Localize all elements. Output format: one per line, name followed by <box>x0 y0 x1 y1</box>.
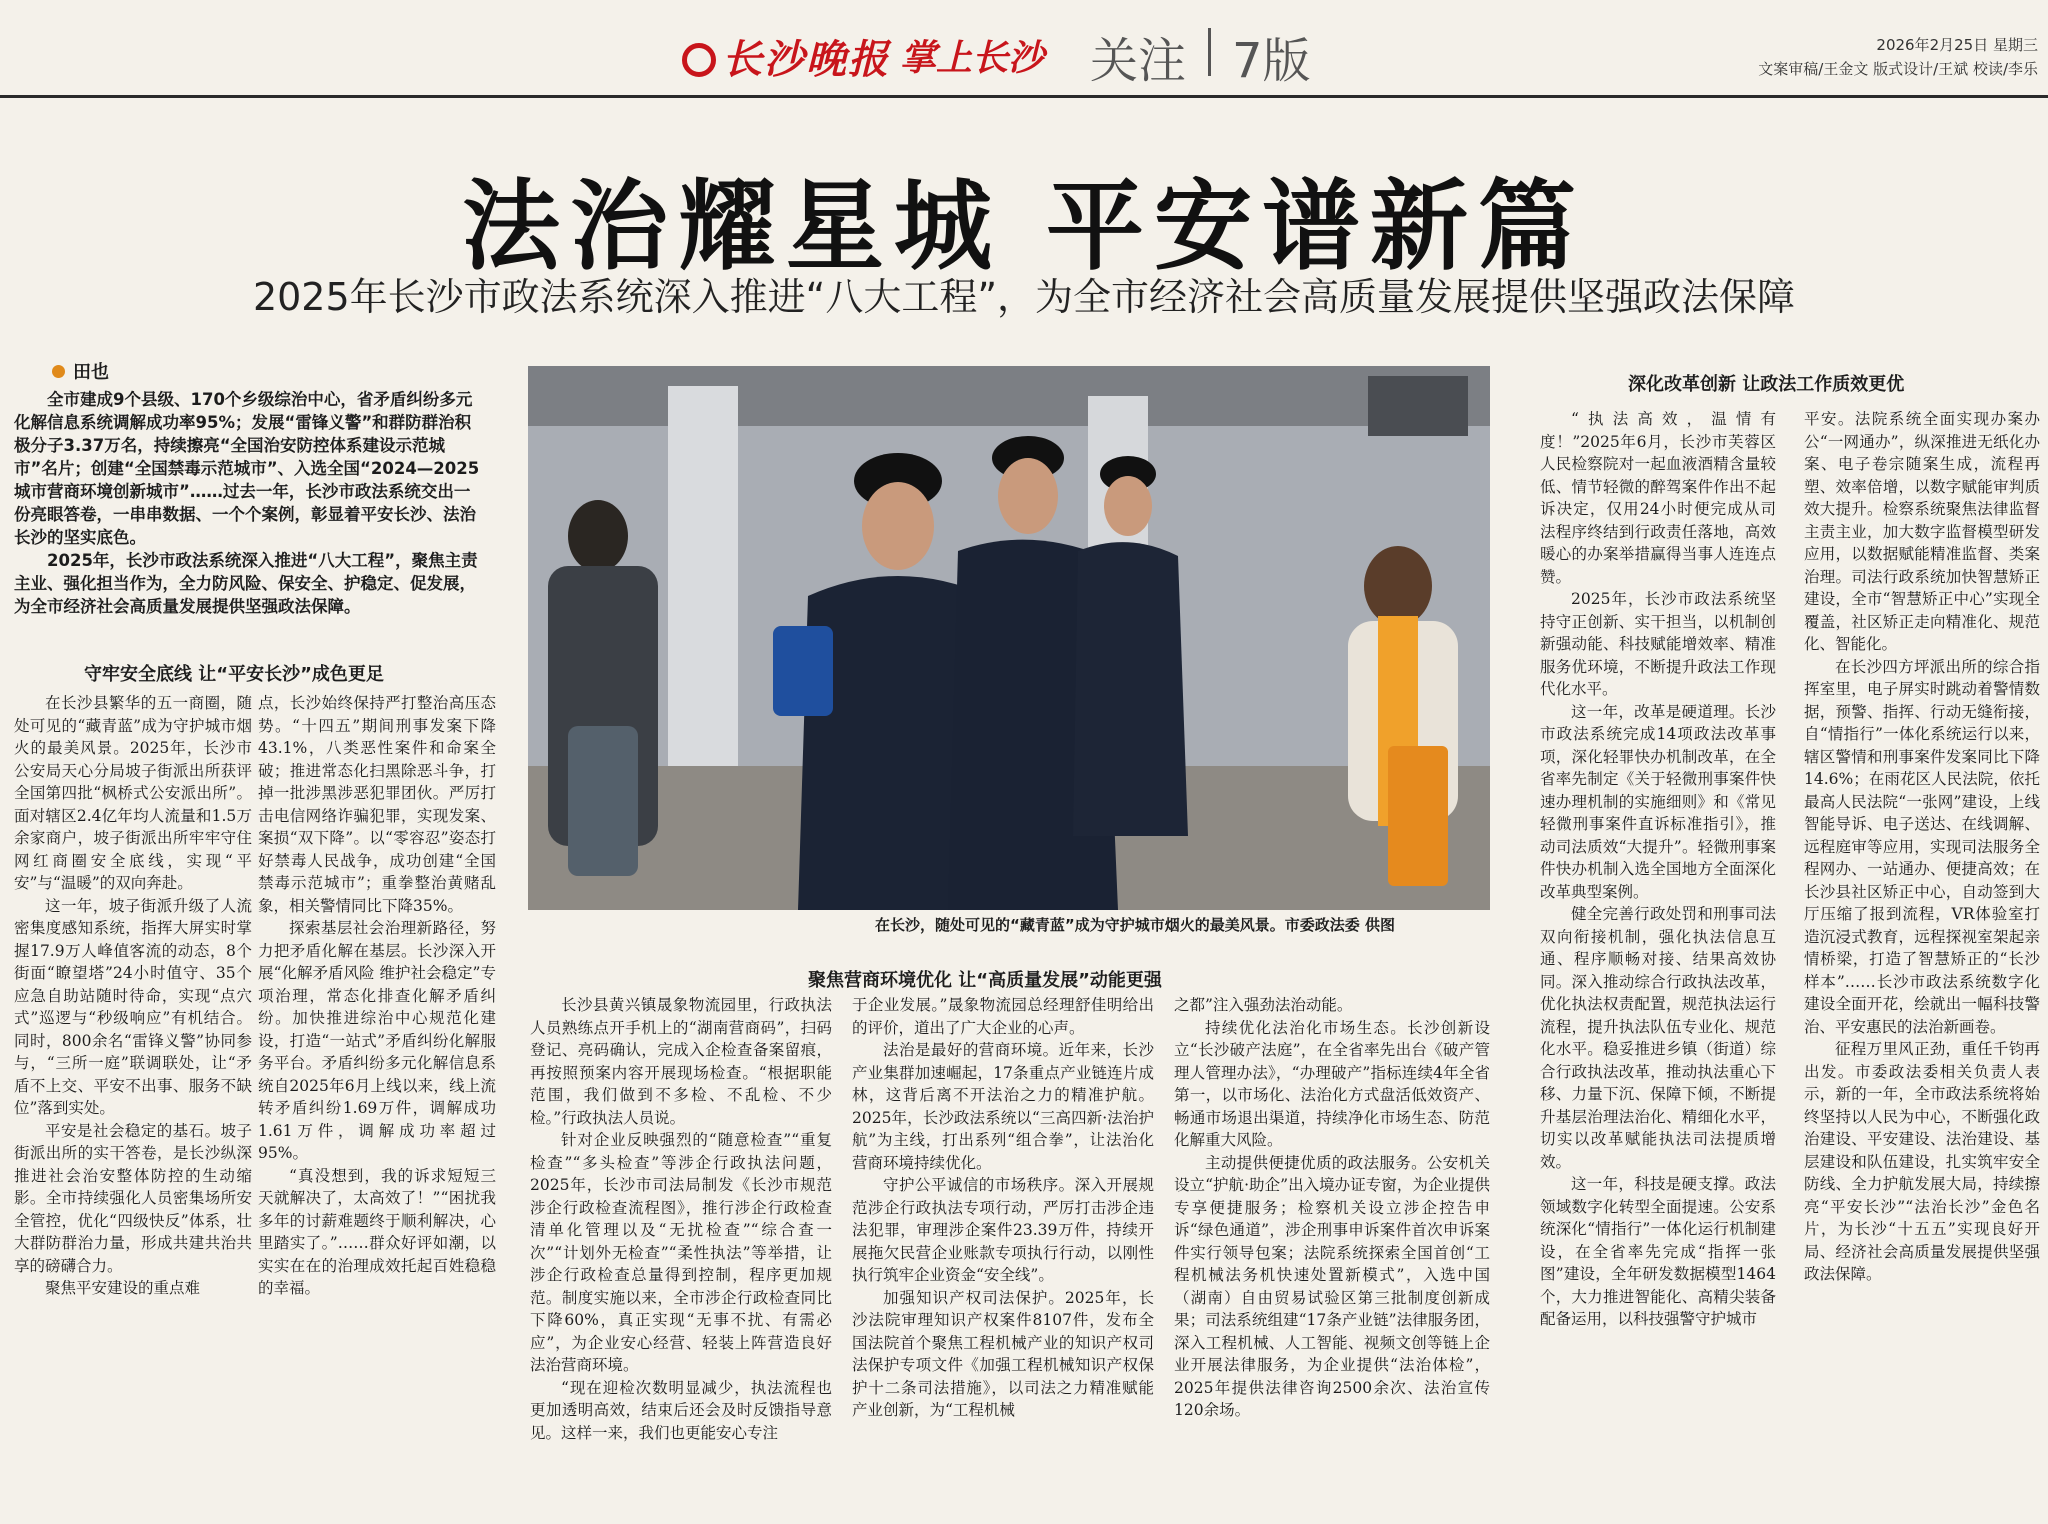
article-column <box>530 994 832 1514</box>
paragraph: 持续优化法治化市场生态。长沙创新设立“长沙破产法庭”，在全省率先出台《破产管理人管理办法》，“办理破产”指标连续4年全省第一，以市场化、法治化方式盘活低效资产、畅通市场退出渠道，持续净化市场生态、防范化解重大风险。 <box>1174 1018 1490 1149</box>
paragraph: 这一年，坡子街派升级了人流密集度感知系统，指挥大屏实时掌握17.9万人峰值客流的动态，8个街面“瞭望塔”24小时值守、35个应急自助站随时待命，实现“点穴式”巡逻与“秒级响应”有机结合。同时，800余名“雷锋义警”协同参与，“三所一庭”联调联处，让“矛盾不上交、平安不出事、服务不缺位”落到实处。 <box>14 896 252 1117</box>
lead-paragraph: 2025年，长沙市政法系统深入推进“八大工程”，聚焦主责主业、强化担当作为，全力防风险、保安全、护稳定、促发展，为全市经济社会高质量发展提供坚强政法保障。 <box>14 551 478 616</box>
page-title: 法治耀星城 平安谱新篇 <box>461 170 1587 284</box>
paragraph: 征程万里风正劲，重任千钧再出发。市委政法委相关负责人表示，新的一年，全市政法系统将始终坚持以人民为中心，不断强化政治建设、平安建设、法治建设、基层建设和队伍建设，扎实筑牢安全防线、全力护航发展大局，持续擦亮“平安长沙”“法治长沙”金色名片，为长沙“十五五”实现良好开局、经济社会高质量发展提供坚强政法保障。 <box>1804 1040 2040 1283</box>
paragraph: 这一年，改革是硬道理。长沙市政法系统完成14项政法改革事项，深化轻罪快办机制改革，在全省率先制定《关于轻微刑事案件快速办理机制的实施细则》和《常见轻微刑事案件直诉标准指引》，推动司法质效“大提升”。轻微刑事案件快办机制入选全国地方全面深化改革典型案例。 <box>1540 702 1776 901</box>
page-subtitle: 2025年长沙市政法系统深入推进“八大工程”，为全市经济社会高质量发展提供坚强政法保障 <box>252 275 1796 319</box>
author-name: 田也 <box>73 362 109 383</box>
section-heading: 聚焦营商环境优化 让“高质量发展”动能更强 <box>808 970 1162 991</box>
logo-text: 长沙晚报 <box>722 36 890 83</box>
lead-paragraphs <box>14 388 484 618</box>
paragraph: 聚焦平安建设的重点难 <box>45 1279 201 1297</box>
section-heading: 深化改革创新 让政法工作质效更优 <box>1628 374 1905 395</box>
byline <box>52 358 109 384</box>
masthead <box>0 0 2048 98</box>
paragraph: 2025年，长沙市政法系统坚持守正创新、实干担当，以机制创新强动能、科技赋能增效率、精准服务优环境，不断提升政法工作现代化水平。 <box>1540 590 1776 698</box>
article-column <box>1174 994 1490 1514</box>
paragraph: “现在迎检次数明显减少，执法流程也更加透明高效，结束后还会及时反馈指导意见。这样一来，我们也更能安心专注 <box>530 1378 832 1442</box>
paragraph: 健全完善行政处罚和刑事司法双向衔接机制，强化执法信息互通、程序顺畅对接、结果高效协同。深入推动综合行政执法改革，优化执法权责配置，规范执法运行流程，提升执法队伍专业化、规范化水平。稳妥推进乡镇（街道）综合行政执法改革，推动执法重心下移、力量下沉、保障下倾，不断提升基层治理法治化、精细化水平，切实以改革赋能执法司法提质增效。 <box>1540 905 1776 1171</box>
divider <box>1208 28 1211 76</box>
logo-emblem-icon <box>682 43 716 77</box>
paragraph: 点，长沙始终保持严打整治高压态势。“十四五”期间刑事发案下降43.1%，八类恶性案件和命案全破；推进常态化扫黑除恶斗争，打掉一批涉黑涉恶犯罪团伙。严厉打击电信网络诈骗犯罪，实现发案、案损“双下降”。以“零容忍”姿态打好禁毒人民战争，成功创建“全国禁毒示范城市”；重拳整治黄赌乱象，相关警情同比下降35%。 <box>258 694 496 915</box>
paragraph: 于企业发展。”晟象物流园总经理舒佳明给出的评价，道出了广大企业的心声。 <box>852 996 1154 1037</box>
paragraph: 针对企业反映强烈的“随意检查”“重复检查”“多头检查”等涉企行政执法问题，2025年，长沙市司法局制发《长沙市规范涉企行政检查流程图》，推行涉企行政检查清单化管理以及“无扰检查”“综合查一次”“计划外无检查”“柔性执法”等举措，让涉企行政检查总量得到控制，程序更加规范。制度实施以来，全市涉企行政检查同比下降60%，真正实现“无事不扰、有需必应”，为企业安心经营、轻装上阵营造良好法治营商环境。 <box>530 1131 832 1374</box>
police-patrol-illustration <box>528 366 1490 910</box>
newspaper-logo <box>682 28 890 85</box>
paragraph: 探索基层社会治理新路径，努力把矛盾化解在基层。长沙深入开展“化解矛盾风险 维护社会稳定”专项治理，常态化排查化解矛盾纠纷。加快推进综治中心规范化建设，打造“一站式”矛盾纠纷化解服务平台。矛盾纠纷多元化解信息系统自2025年6月上线以来，线上流转矛盾纠纷1.69万件，调解成功1.61万件，调解成功率超过95%。 <box>258 919 496 1162</box>
paragraph: 加强知识产权司法保护。2025年，长沙法院审理知识产权案件8107件，发布全国法院首个聚焦工程机械产业的知识产权司法保护专项文件《加强工程机械知识产权保护十二条司法措施》，以司法之力精准赋能产业创新，为“工程机械 <box>852 1288 1154 1419</box>
article-column <box>852 994 1154 1514</box>
section-name: 关注 <box>1090 33 1187 89</box>
article-column <box>1804 408 2040 1514</box>
paragraph: 平安。法院系统全面实现办案办公“一网通办”，纵深推进无纸化办案、电子卷宗随案生成，流程再塑、效率倍增，以数字赋能审判质效大提升。检察系统聚焦法律监督主责主业，加大数字监督模型研发应用，以数据赋能精准监督、类案治理。司法行政系统加快智慧矫正建设，全市“智慧矫正中心”实现全覆盖，社区矫正走向精准化、规范化、智能化。 <box>1804 410 2040 653</box>
paragraph: 法治是最好的营商环境。近年来，长沙产业集群加速崛起，17条重点产业链连片成林，这背后离不开法治之力的精准护航。2025年，长沙政法系统以“三高四新·法治护航”为主线，打出系列“组合拳”，让法治化营商环境持续优化。 <box>852 1041 1154 1172</box>
article-column <box>14 692 252 1492</box>
section-heading: 守牢安全底线 让“平安长沙”成色更足 <box>84 664 384 685</box>
app-logo: 掌上长沙 <box>900 38 1045 79</box>
paragraph: “真没想到，我的诉求短短三天就解决了，太高效了！”“困扰我多年的讨薪难题终于顺利解决，心里踏实了。”……群众好评如潮，以实实在在的治理成效托起百姓稳稳的幸福。 <box>258 1166 496 1297</box>
paragraph: 在长沙四方坪派出所的综合指挥室里，电子屏实时跳动着警情数据，预警、指挥、行动无缝衔接，自“情指行”一体化系统运行以来，辖区警情和刑事案件发案同比下降14.6%；在雨花区人民法院，依托最高人民法院“一张网”建设，上线智能导诉、电子送达、在线调解、远程庭审等应用，实现司法服务全程网办、一站通办、便捷高效；在长沙县社区矫正中心，自动签到大厅压缩了报到流程，VR体验室打造沉浸式教育，远程探视室架起亲情桥梁，打造了智慧矫正的“长沙样本”……长沙市政法系统数字化建设全面开花，绘就出一幅科技警治、平安惠民的法治新画卷。 <box>1804 657 2040 1036</box>
paragraph: 主动提供便捷优质的政法服务。公安机关设立“护航·助企”出入境办证专窗，为企业提供专享便捷服务；检察机关设立涉企控告申诉“绿色通道”，涉企刑事申诉案件首次申诉案件实行领导包案；法院系统探索全国首创“工程机械法务机快速处置新模式”，入选中国（湖南）自由贸易试验区第三批制度创新成果；司法系统组建“17条产业链”法律服务团，深入工程机械、人工智能、视频文创等链上企业开展法律服务，为企业提供“法治体检”，2025年提供法律咨询2500余次、法治宣传120余场。 <box>1174 1153 1490 1419</box>
paragraph: “执法高效，温情有度！”2025年6月，长沙市芙蓉区人民检察院对一起血液酒精含量较低、情节轻微的醉驾案件作出不起诉决定，仅用24小时便完成从司法程序终结到行政责任落地，高效暖心的办案举措赢得当事人连连点赞。 <box>1540 410 1776 586</box>
lead-paragraph: 全市建成9个县级、170个乡级综治中心，省矛盾纠纷多元化解信息系统调解成功率95%；发展“雷锋义警”和群防群治积极分子3.37万名，持续擦亮“全国治安防控体系建设示范城市”名片；创建“全国禁毒示范城市”、入选全国“2024—2025城市营商环境创新城市”……过去一年，长沙市政法系统交出一份亮眼答卷，一串串数据、一个个案例，彰显着平安长沙、法治长沙的坚实底色。 <box>14 390 480 547</box>
paragraph: 在长沙县繁华的五一商圈，随处可见的“藏青蓝”成为守护城市烟火的最美风景。2025年，长沙市公安局天心分局坡子街派出所获评全国第四批“枫桥式公安派出所”。面对辖区2.4亿年均人流量和1.5万余家商户，坡子街派出所牢牢守住网红商圈安全底线，实现“平安”与“温暖”的双向奔赴。 <box>14 694 252 892</box>
paragraph: 之都”注入强劲法治动能。 <box>1174 996 1353 1014</box>
paragraph: 这一年，科技是硬支撑。政法领域数字化转型全面提速。公安系统深化“情指行”一体化运行机制建设，在全省率先完成“指挥一张图”建设，全年研发数据模型1464个，大力推进智能化、高精尖装备配备运用，以科技强警守护城市 <box>1540 1175 1776 1328</box>
paragraph: 守护公平诚信的市场秩序。深入开展规范涉企行政执法专项行动，严厉打击涉企违法犯罪，审理涉企案件23.39万件，持续开展拖欠民营企业账款专项执行行动，以刚性执行筑牢企业资金“安全线”。 <box>852 1176 1154 1284</box>
photo-caption: 在长沙，随处可见的“藏青蓝”成为守护城市烟火的最美风景。市委政法委 供图 <box>875 916 1395 934</box>
paragraph: 长沙县黄兴镇晟象物流园里，行政执法人员熟练点开手机上的“湖南营商码”，扫码登记、亮码确认，完成入企检查备案留痕，再按照预案内容开展现场检查。“根据职能范围，我们做到不多检、不乱检、不少检。”行政执法人员说。 <box>530 996 832 1127</box>
paragraph: 平安是社会稳定的基石。坡子街派出所的实干答卷，是长沙纵深推进社会治安整体防控的生动缩影。全市持续强化人员密集场所安全管控，优化“四级快反”体系，壮大群防群治力量，形成共建共治共享的磅礴合力。 <box>14 1121 252 1275</box>
article-column <box>258 692 496 1492</box>
issue-date: 2026年2月25日 星期三 <box>1876 36 2038 54</box>
credits: 文案审稿/王金文 版式设计/王斌 校读/李乐 <box>1758 60 2038 78</box>
news-photo <box>528 366 1490 910</box>
bullet-icon <box>52 365 65 378</box>
page-number: 7版 <box>1232 33 1311 89</box>
article-column <box>1540 408 1776 1514</box>
